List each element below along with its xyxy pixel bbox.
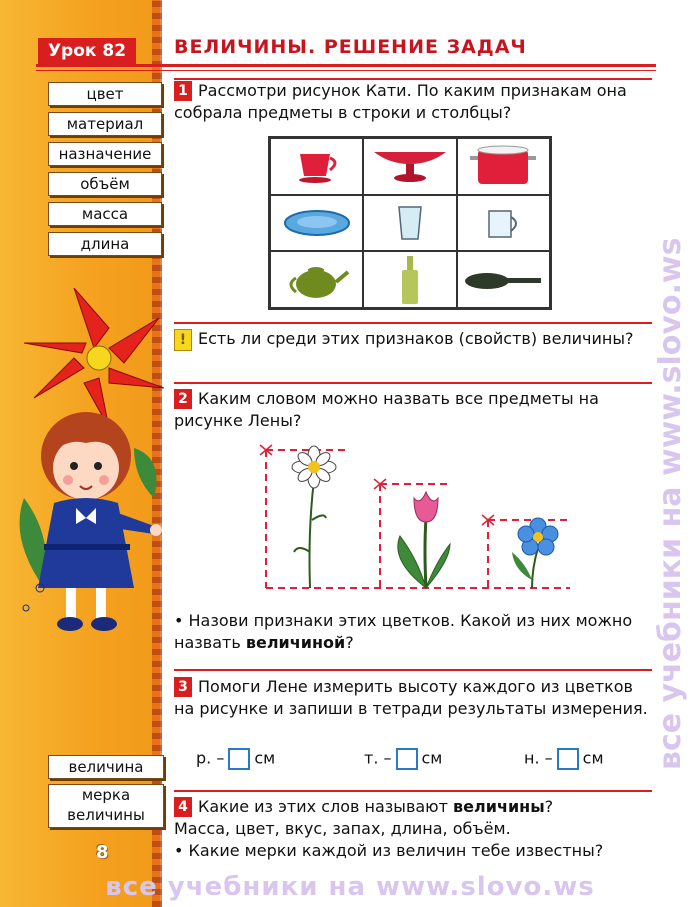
measurement-unit: см	[582, 748, 604, 768]
task-number: 4	[174, 797, 192, 817]
task-number: 1	[174, 81, 192, 101]
bullet-text: • Назови признаки этих цветков. Какой из них можно назвать	[174, 611, 633, 652]
bold-term: величиной	[245, 633, 346, 652]
grid-cell	[270, 251, 363, 308]
task-3	[174, 676, 652, 720]
question-icon: !	[174, 329, 192, 351]
header-rule-thin	[36, 70, 656, 71]
flowers-height-illustration	[250, 440, 590, 590]
question-task	[174, 328, 652, 351]
task-2	[174, 388, 652, 432]
term-measure-line2: величины	[67, 806, 145, 824]
plate-icon	[282, 208, 352, 238]
term-card-value: величина	[48, 755, 164, 779]
pot-icon	[468, 144, 538, 188]
term-card-measure	[48, 784, 164, 828]
property-card: объём	[48, 172, 162, 196]
task-1	[174, 80, 652, 124]
property-card: длина	[48, 232, 162, 256]
property-card: назначение	[48, 142, 162, 166]
section-rule	[174, 669, 652, 671]
property-card: цвет	[48, 82, 162, 106]
grid-cell	[363, 251, 456, 308]
task-4-line3: • Какие мерки каждой из величин тебе известны?	[174, 841, 604, 860]
grid-cell	[270, 138, 363, 195]
section-rule	[174, 382, 652, 384]
page-title: ВЕЛИЧИНЫ. РЕШЕНИЕ ЗАДАЧ	[174, 36, 527, 58]
answer-box[interactable]	[228, 748, 250, 770]
girl-with-flower-illustration	[14, 288, 164, 648]
answer-box[interactable]	[557, 748, 579, 770]
lesson-badge: Урок 82	[38, 38, 136, 64]
cup-icon	[292, 146, 342, 186]
objects-grid	[268, 136, 552, 310]
grid-cell	[457, 195, 550, 252]
vertical-watermark	[646, 120, 694, 780]
task-number: 2	[174, 389, 192, 409]
measurement-label: н. –	[524, 748, 553, 768]
mug-icon	[483, 203, 523, 243]
bottle-icon	[398, 254, 422, 306]
chamomile-icon	[292, 446, 336, 588]
measurement-item	[364, 748, 442, 770]
grid-cell	[270, 195, 363, 252]
measurement-item	[524, 748, 604, 770]
property-card: масса	[48, 202, 162, 226]
task-suffix: ?	[544, 797, 554, 816]
task-text: Есть ли среди этих признаков (свойств) величины?	[198, 329, 634, 348]
task-4	[174, 796, 652, 862]
grid-cell	[457, 251, 550, 308]
measurement-label: т. –	[364, 748, 392, 768]
property-list	[48, 82, 162, 262]
measurement-unit: см	[421, 748, 443, 768]
task-4-line1	[174, 796, 652, 818]
section-rule	[174, 322, 652, 324]
property-card: материал	[48, 112, 162, 136]
page-number: 8	[96, 842, 109, 863]
task-text: Каким словом можно назвать все предметы на рисунке Лены?	[174, 389, 599, 430]
glass-icon	[395, 203, 425, 243]
bottom-watermark: все учебники на www.slovo.ws	[105, 872, 595, 902]
grid-cell	[363, 138, 456, 195]
task-text: Помоги Лене измерить высоту каждого из цветков на рисунке и запиши в тетради результаты измерения.	[174, 677, 648, 718]
grid-cell	[363, 195, 456, 252]
measurement-label: р. –	[196, 748, 225, 768]
measurement-item	[196, 748, 275, 770]
bold-term: величины	[453, 797, 545, 816]
fruit-bowl-icon	[370, 146, 450, 186]
grid-cell	[457, 138, 550, 195]
measurement-unit: см	[254, 748, 276, 768]
task-4-line2: Масса, цвет, вкус, запах, длина, объём.	[174, 819, 511, 838]
tulip-icon	[398, 492, 450, 588]
task-text: Какие из этих слов называют	[198, 797, 454, 816]
term-measure-line1: мерка	[81, 786, 131, 804]
bullet-question	[174, 610, 652, 654]
task-text: Рассмотри рисунок Кати. По каким признакам она собрала предметы в строки и столбцы?	[174, 81, 627, 122]
bullet-suffix: ?	[345, 633, 354, 652]
header-rule	[36, 64, 656, 67]
teapot-icon	[282, 258, 352, 302]
task-number: 3	[174, 677, 192, 697]
answer-box[interactable]	[396, 748, 418, 770]
watermark-text: все учебники на www.slovo.ws	[653, 237, 688, 770]
section-rule	[174, 790, 652, 792]
forget-me-not-icon	[512, 518, 558, 588]
frying-pan-icon	[463, 267, 543, 293]
